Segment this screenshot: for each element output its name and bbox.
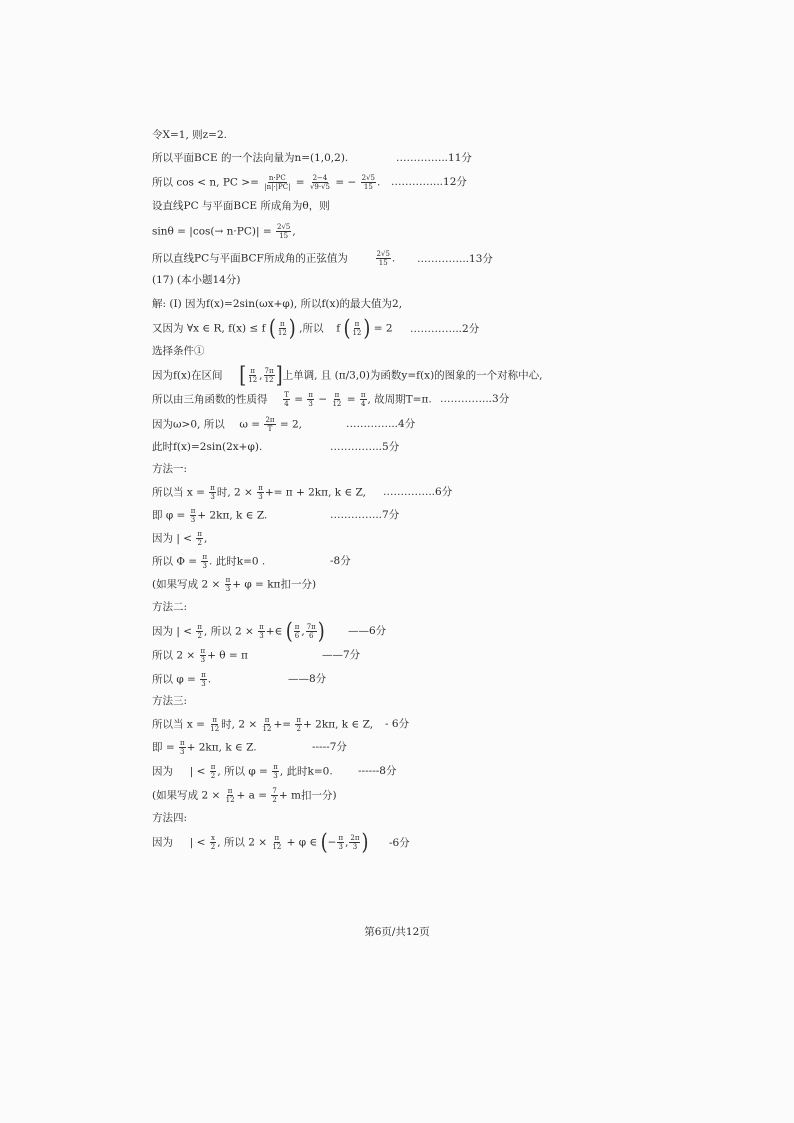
formula-line: sinθ = |cos(→ n·PC)| = $\frac{2√5}{15}$ , xyxy=(152,223,296,240)
method-heading: 方法四: xyxy=(152,812,188,824)
text-line: 所以平面BCE 的一个法向量为n=(1,0,2). xyxy=(152,152,349,164)
score-mark: ——7分 xyxy=(322,649,361,661)
fraction: $\frac{\pi}{2}$ xyxy=(197,623,202,640)
formula-line: 因为 | < $\frac{\pi}{2}$ , xyxy=(152,530,208,547)
question-heading: (17) (本小题14分) xyxy=(152,274,241,286)
fraction: $\frac{\pi}{12}$ xyxy=(277,320,287,337)
fraction: $\frac{\pi}{12}$ xyxy=(210,716,220,733)
formula-line: 因为 | < $\frac{\pi}{2}$ , 所以 φ = $\frac{\pi}{3}$ , 此时k=0. xyxy=(152,763,333,780)
text-line: 选择条件① xyxy=(152,345,205,357)
fraction: $\frac{\pi}{12}$ xyxy=(272,834,282,851)
fraction: $\frac{\pi}{3}$ xyxy=(200,647,206,664)
score-mark: …………...11分 xyxy=(396,152,472,164)
fraction: $\frac{\pi}{3}$ xyxy=(273,763,278,780)
fraction: $\frac{\pi}{3}$ xyxy=(210,484,215,501)
fraction: $\frac{2√5}{15}$ xyxy=(361,174,376,191)
method-heading: 方法二: xyxy=(152,601,188,613)
fraction: $\frac{\pi}{6}$ xyxy=(294,623,300,640)
text-line: 解: (I) 因为f(x)=2sin(ωx+φ), 所以f(x)的最大值为2, xyxy=(152,298,403,310)
text-line: 设直线PC 与平面BCE 所成角为θ，则 xyxy=(152,200,330,212)
fraction: $\frac{\pi}{3}$ xyxy=(258,484,263,501)
fraction: $\frac{\pi}{2}$ xyxy=(197,530,202,547)
score-mark: ------8分 xyxy=(358,765,397,777)
fraction: $\frac{\pi}{3}$ xyxy=(308,391,313,408)
score-mark: -----7分 xyxy=(312,741,347,753)
fraction: $\frac{2-4}{√9\cdot√5}$ xyxy=(309,174,331,191)
fraction: $\frac{x}{2}$ xyxy=(210,834,216,851)
formula-line: 所以 cos < n, PC >= $\frac{n\cdot PC}{|n|\cdot|PC|}$ = $\frac{2-4}{√9\cdot√5}$ = − $\frac{2√5}{15}$ . xyxy=(152,174,381,191)
fraction: $\frac{7}{2}$ xyxy=(272,787,277,804)
formula-line: 所以由三角函数的性质得 $\frac{T}{4}$ = $\frac{\pi}{3}$ − $\frac{\pi}{12}$ = $\frac{\pi}{4}$ , 故周期T=π. xyxy=(152,391,432,408)
fraction: $\frac{\pi}{4}$ xyxy=(360,391,366,408)
fraction: $\frac{\pi}{12}$ xyxy=(262,716,272,733)
formula-line: 因为f(x)在区间 [ $\frac{\pi}{12}$ , $\frac{7\pi}{12}$ ]上单调, 且 (π/3,0)为函数y=f(x)的图象的一个对称中心, xyxy=(152,361,543,388)
formula-line: 所以 φ = $\frac{\pi}{3}$ . xyxy=(152,671,212,688)
score-mark: …………...7分 xyxy=(330,509,400,521)
fraction: $\frac{\pi}{2}$ xyxy=(296,716,302,733)
text-line: 此时f(x)=2sin(2x+φ). xyxy=(152,441,263,453)
fraction: $\frac{\pi}{3}$ xyxy=(190,507,196,524)
formula-line: 所以 2 × $\frac{\pi}{3}$ + θ = π xyxy=(152,647,248,664)
fraction: $\frac{7\pi}{6}$ xyxy=(306,623,316,640)
formula-line: 又因为 ∀x ∈ R, f(x) ≤ f ( $\frac{\pi}{12}$ ) ,所以 f ( $\frac{\pi}{12}$ ) = 2 xyxy=(152,314,393,341)
fraction: $\frac{\pi}{2}$ xyxy=(210,763,216,780)
formula-line: 因为 | < $\frac{\pi}{2}$ , 所以 2 × $\frac{\pi}{3}$ +∈ ( $\frac{\pi}{6}$ , $\frac{7\pi}{6}$ ) xyxy=(152,617,325,644)
fraction: $\frac{\pi}{3}$ xyxy=(202,553,208,570)
formula-line: 因为 | < $\frac{x}{2}$ , 所以 2 × $\frac{\pi}{12}$ + φ ∈ (− $\frac{\pi}{3}$ , $\frac{2\pi}{3}$ ) xyxy=(152,828,369,855)
formula-line: (如果写成 2 × $\frac{\pi}{12}$ + a = $\frac{7}{2}$ + m扣一分) xyxy=(152,787,337,804)
score-mark: …………...13分 xyxy=(417,253,493,265)
method-heading: 方法一: xyxy=(152,463,188,475)
text-line: 令X=1, 则z=2. xyxy=(152,129,227,141)
fraction: $\frac{\pi}{3}$ xyxy=(338,834,344,851)
fraction: $\frac{\pi}{3}$ xyxy=(259,623,264,640)
fraction: $\frac{n\cdot PC}{|n|\cdot|PC|}$ xyxy=(264,174,291,191)
score-mark: -6分 xyxy=(389,837,410,849)
fraction: $\frac{T}{4}$ xyxy=(284,391,289,408)
score-mark: ——8分 xyxy=(288,673,327,685)
fraction: $\frac{\pi}{12}$ xyxy=(332,391,342,408)
score-mark: …………...3分 xyxy=(440,393,510,405)
fraction: $\frac{\pi}{12}$ xyxy=(352,320,362,337)
fraction: $\frac{\pi}{3}$ xyxy=(179,739,185,756)
formula-line: 即 φ = $\frac{\pi}{3}$ + 2kπ, k ∈ Z. xyxy=(152,507,268,524)
formula-line: 即 = $\frac{\pi}{3}$ + 2kπ, k ∈ Z. xyxy=(152,739,257,756)
fraction: $\frac{2\pi}{3}$ xyxy=(350,834,360,851)
score-mark: ——6分 xyxy=(348,625,387,637)
score-mark: - 6分 xyxy=(385,718,410,730)
score-mark: …………...6分 xyxy=(383,486,453,498)
formula-line: 所以 Φ = $\frac{\pi}{3}$ . 此时k=0 . xyxy=(152,553,266,570)
formula-line: 所以直线PC与平面BCF所成角的正弦值为 $\frac{2√5}{15}$ . xyxy=(152,250,396,267)
score-mark: …………...2分 xyxy=(410,323,480,335)
score-mark: -8分 xyxy=(330,555,351,567)
score-mark: …………...4分 xyxy=(346,418,416,430)
formula-line: (如果写成 2 × $\frac{\pi}{3}$ + φ = kπ扣一分) xyxy=(152,576,317,593)
fraction: $\frac{2√5}{15}$ xyxy=(376,250,390,267)
score-mark: …………...12分 xyxy=(391,176,467,188)
fraction: $\frac{7\pi}{12}$ xyxy=(264,367,274,384)
formula-line: 所以当 x = $\frac{\pi}{3}$ 时, 2 × $\frac{\pi}{3}$ += π + 2kπ, k ∈ Z, xyxy=(152,484,366,501)
score-mark: …………...5分 xyxy=(330,441,400,453)
formula-line: 因为ω>0, 所以 ω = $\frac{2\pi}{T}$ = 2, xyxy=(152,416,303,433)
fraction: $\frac{\pi}{3}$ xyxy=(201,671,206,688)
fraction: $\frac{\pi}{12}$ xyxy=(248,367,258,384)
method-heading: 方法三: xyxy=(152,695,188,707)
fraction: $\frac{2√5}{15}$ xyxy=(276,223,291,240)
formula-line: 所以当 x = $\frac{\pi}{12}$ 时, 2 × $\frac{\pi}{12}$ += $\frac{\pi}{2}$ + 2kπ, k ∈ Z, xyxy=(152,716,374,733)
fraction: $\frac{\pi}{12}$ xyxy=(225,787,235,804)
page-number: 第6页/共12页 xyxy=(364,926,430,938)
fraction: $\frac{2\pi}{T}$ xyxy=(265,416,275,433)
fraction: $\frac{\pi}{3}$ xyxy=(225,576,231,593)
